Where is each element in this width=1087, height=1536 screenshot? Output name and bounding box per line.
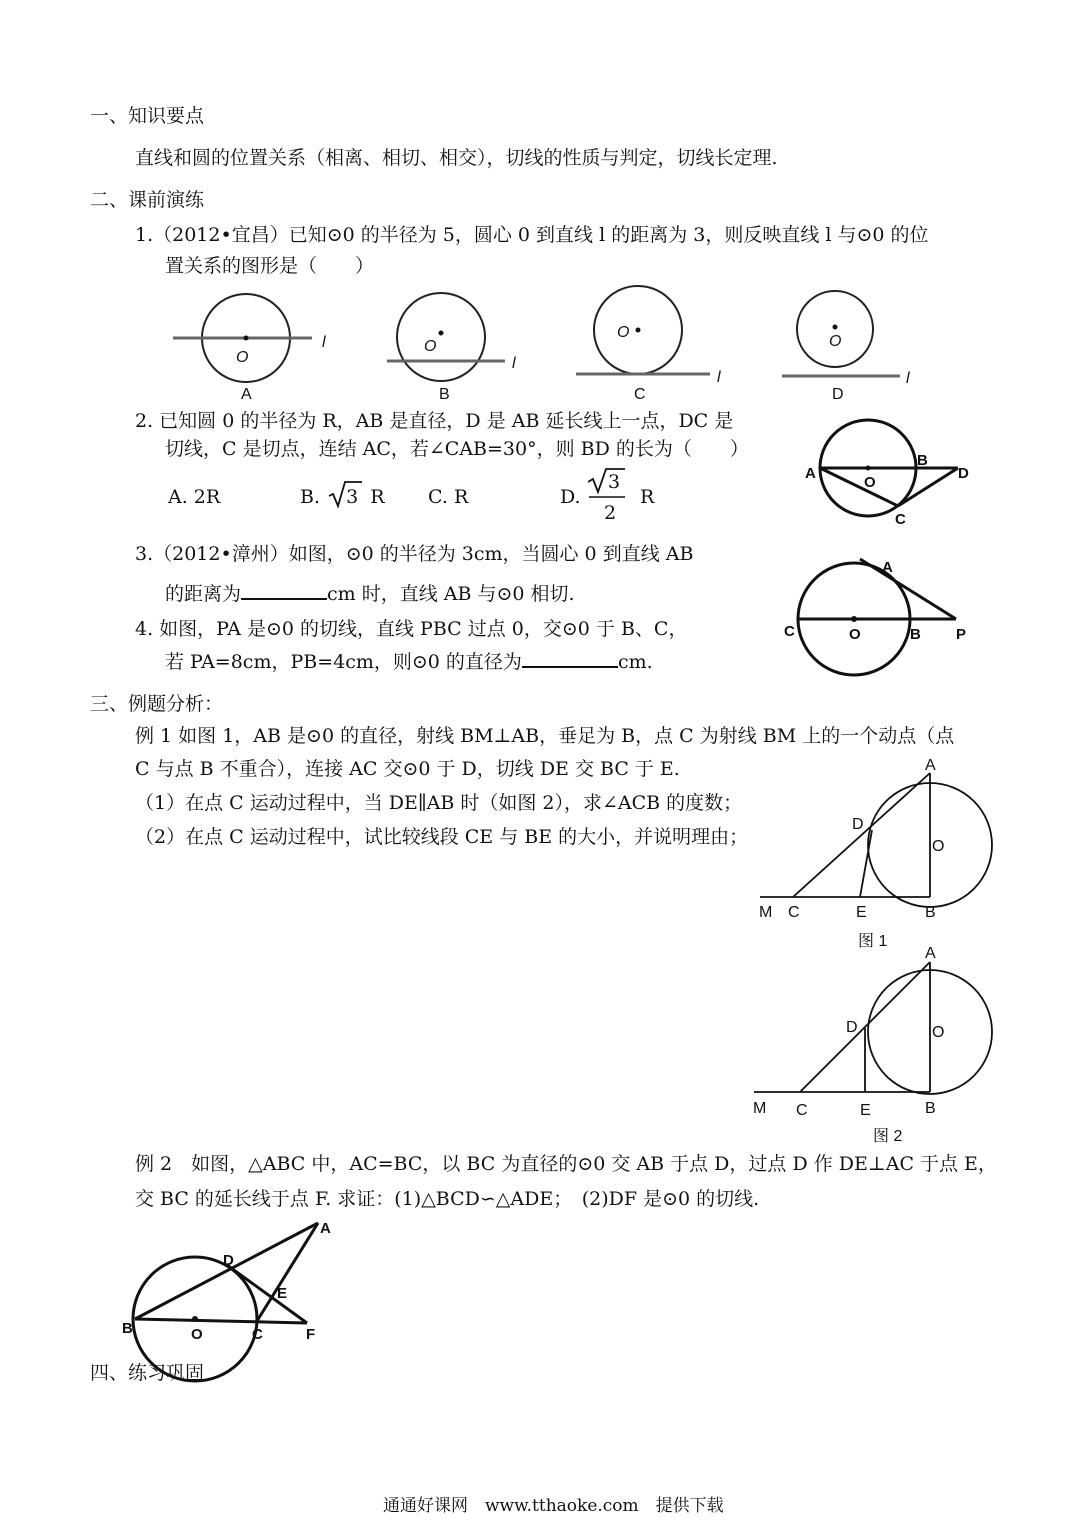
svg-text:C: C [784,623,795,640]
svg-text:E: E [277,1285,288,1302]
q3-answer-blank[interactable] [241,598,327,600]
svg-text:A: A [320,1220,331,1237]
q2-line-2: 切线，C 是切点，连结 AC，若∠CAB=30°，则 BD 的长为（ ） [165,438,749,460]
q2-option-d-r: R [640,486,655,508]
svg-text:O: O [191,1326,203,1343]
q1-line-2: 置关系的图形是（ ） [165,255,375,277]
q1-fig-b-label: B [439,386,450,403]
q2-line-1: 2. 已知圆 0 的半径为 R，AB 是直径，D 是 AB 延长线上一点，DC 是 [135,410,734,432]
q2-option-d-fraction [585,466,635,526]
ex1-line-1: 例 1 如图 1，AB 是⊙0 的直径，射线 BM⊥AB，垂足为 B，点 C 为射线 BM 上的一个动点（点 [135,725,955,747]
svg-text:F: F [306,1326,316,1343]
svg-text:B: B [925,1100,936,1117]
q1-fig-c [576,286,721,403]
q1-figures [0,285,1087,405]
svg-text:B: B [917,452,928,469]
q2-option-c: C. R [428,486,469,508]
q4-line-1: 4. 如图，PA 是⊙0 的切线，直线 PBC 过点 0，交⊙0 于 B、C， [135,618,688,640]
page-footer: 通通好课网 www.tthaoke.com 提供下载 [383,1496,724,1516]
sqrt-icon [328,480,348,510]
svg-text:C: C [252,1326,263,1343]
ex2-figure [115,1215,355,1355]
ex2-line-1: 例 2 如图，△ABC 中，AC=BC，以 BC 为直径的⊙0 交 AB 于点 D，过点 D 作 DE⊥AC 于点 E， [135,1153,997,1175]
q2-option-a: A. 2R [168,486,221,508]
ex1-figure-1 [755,755,1015,955]
q1-fig-c-line: l [717,369,721,386]
svg-text:D: D [223,1252,234,1269]
ex2-line-2: 交 BC 的延长线于点 F. 求证：(1)△BCD∽△ADE； (2)DF 是⊙0 的切线. [135,1188,760,1210]
svg-text:A: A [882,559,893,576]
q1-fig-a [173,294,326,403]
svg-text:2: 2 [604,502,617,524]
ex1-line-2: C 与点 B 不重合），连接 AC 交⊙0 于 D，切线 DE 交 BC 于 E. [135,758,680,780]
section-4-title: 四、练习巩固 [90,1362,205,1384]
svg-text:C: C [895,511,906,528]
q1-fig-d [782,291,910,403]
section-2-title: 二、课前演练 [90,189,205,211]
q4-figure [780,555,980,685]
q3-line-1: 3.（2012•漳州）如图，⊙0 的半径为 3cm，当圆心 0 到直线 AB [135,543,694,565]
svg-text:B: B [925,904,936,921]
q1-line-1: 1.（2012•宜昌）已知⊙0 的半径为 5，圆心 0 到直线 l 的距离为 3，则反映直线 l 与⊙0 的位 [135,224,929,246]
q4-line-2: 若 PA=8cm，PB=4cm，则⊙0 的直径为 cm. [165,651,653,673]
q2-figure [800,410,1000,530]
svg-text:P: P [956,626,967,643]
svg-text:B: B [910,626,921,643]
svg-text:M: M [753,1100,767,1117]
q1-fig-b-line: l [512,355,516,372]
q4-answer-blank[interactable] [522,666,618,668]
ex1-figure-2 [750,940,1010,1145]
q1-fig-c-center: O [617,324,630,341]
svg-text:D: D [852,816,864,833]
svg-text:B: B [122,1320,133,1337]
svg-text:O: O [932,838,945,855]
svg-text:M: M [759,904,773,921]
q1-fig-d-label: D [832,386,844,403]
svg-text:D: D [958,465,969,482]
svg-text:D: D [846,1019,858,1036]
q1-fig-c-label: C [634,386,646,403]
svg-text:图 2: 图 2 [873,1128,903,1145]
svg-text:A: A [925,945,936,962]
svg-text:A: A [925,757,936,774]
section-3-title: 三、例题分析： [90,693,224,715]
q2-option-b: B. 3 R [300,486,385,509]
q1-fig-b-center: O [424,338,437,355]
section-1-text: 直线和圆的位置关系（相离、相切、相交），切线的性质与判定，切线长定理. [135,147,778,169]
q1-fig-a-line: l [322,334,326,351]
q1-fig-d-center: O [829,333,842,350]
svg-text:图 1: 图 1 [858,933,888,950]
svg-text:O: O [849,626,861,643]
q1-fig-d-line: l [906,370,910,387]
q1-fig-a-center: O [236,349,249,366]
svg-text:E: E [856,904,867,921]
q2-option-d: D. [560,486,581,508]
svg-text:C: C [796,1102,808,1119]
q3-line-2: 的距离为 cm 时，直线 AB 与⊙0 相切. [165,583,575,605]
ex1-part-1: （1）在点 C 运动过程中，当 DE∥AB 时（如图 2），求∠ACB 的度数； [135,792,743,814]
q1-fig-a-label: A [241,386,252,403]
q1-fig-b [387,293,516,403]
svg-text:3: 3 [608,471,621,493]
section-1-title: 一、知识要点 [90,105,205,127]
svg-text:O: O [932,1024,945,1041]
svg-text:A: A [805,465,816,482]
svg-text:O: O [864,474,876,491]
svg-text:E: E [860,1102,871,1119]
svg-text:C: C [788,904,800,921]
ex1-part-2: （2）在点 C 运动过程中，试比较线段 CE 与 BE 的大小，并说明理由； [135,826,749,848]
